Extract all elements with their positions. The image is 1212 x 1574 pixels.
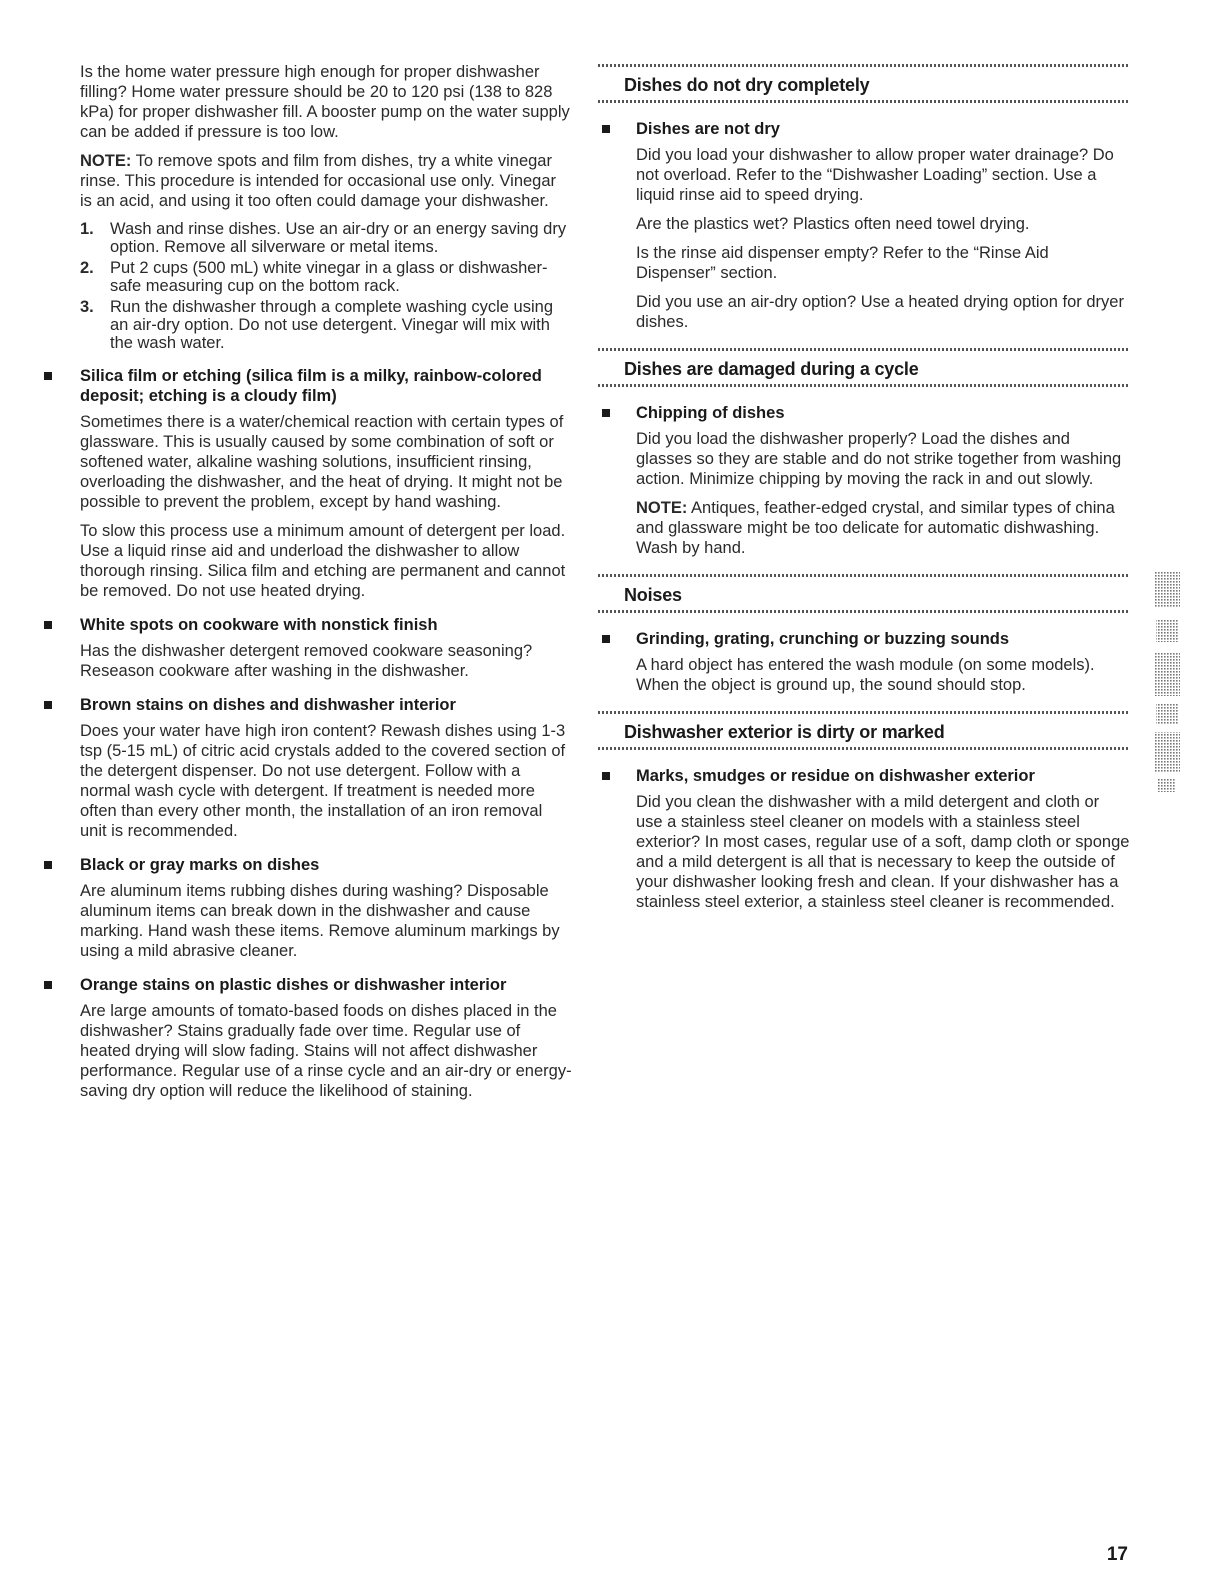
halftone-block (1154, 572, 1180, 608)
section-heading-noises (598, 572, 1130, 615)
bullet-square-icon (44, 701, 52, 709)
step-number: 3. (80, 298, 94, 316)
bullet-square-icon (44, 372, 52, 380)
bullet-square-icon (44, 981, 52, 989)
vinegar-steps-list (80, 220, 572, 352)
silica-film-heading: Silica film or etching (silica film is a milky, rainbow-colored deposit; etching is a cloudy film) (80, 366, 572, 406)
halftone-block (1154, 652, 1180, 696)
halftone-block (1154, 732, 1180, 772)
water-pressure-paragraph: Is the home water pressure high enough for proper dishwasher filling? Home water pressure should be 20 to 120 psi (138 to 828 kPa) for proper dishwasher fill. A booster pump on the water supply can be added if pressure is too low. (80, 63, 570, 141)
section-heading-dry (598, 62, 1130, 105)
bullet-square-icon (44, 621, 52, 629)
orange-stains-paragraph: Are large amounts of tomato-based foods on dishes placed in the dishwasher? Stains gradually fade over time. Regular use of heated drying will slow fading. Stains will not affect dishwasher performance. Regular use of a rinse cycle and an air-dry or energy-saving dry option will reduce the likelihood of staining. (80, 1002, 572, 1100)
noise-body (598, 655, 1130, 695)
note-text: Antiques, feather-edged crystal, and similar types of china and glassware might be too delicate for automatic dishwashing. Wash by hand. (636, 499, 1115, 557)
dotted-rule (598, 711, 1130, 714)
bullet-square-icon (602, 635, 610, 643)
section-title: Dishwasher exterior is dirty or marked (624, 722, 945, 742)
halftone-block (1156, 704, 1178, 724)
white-spots-paragraph: Has the dishwasher detergent removed cookware seasoning? Reseason cookware after washing in the dishwasher. (80, 642, 533, 680)
note-label: NOTE: (80, 152, 132, 170)
step-text: Wash and rinse dishes. Use an air-dry or an energy saving dry option. Remove all silverware or metal items. (110, 220, 567, 256)
white-spots-heading: White spots on cookware with nonstick finish (80, 615, 572, 635)
note-text: To remove spots and film from dishes, try a white vinegar rinse. This procedure is intended for occasional use only. Vinegar is an acid, and using it too often could damage your dishwasher. (80, 152, 557, 210)
section-title: Dishes do not dry completely (624, 75, 870, 95)
note-label: NOTE: (636, 499, 688, 517)
section-title: Noises (624, 585, 682, 605)
halftone-block (1156, 620, 1178, 642)
dotted-rule (598, 384, 1130, 387)
list-item (80, 298, 572, 352)
dotted-rule (598, 348, 1130, 351)
dotted-rule (598, 574, 1130, 577)
chipping-note (636, 498, 1130, 558)
step-text: Run the dishwasher through a complete washing cycle using an air-dry option. Do not use detergent. Vinegar will mix with the wash water. (110, 298, 554, 352)
section-heading-damaged (598, 346, 1130, 389)
bullet-square-icon (602, 772, 610, 780)
halftone-block (1158, 778, 1176, 792)
left-column (80, 62, 572, 1110)
chipping-paragraph: Did you load the dishwasher properly? Load the dishes and glasses so they are stable and do not strike together from washing action. Minimize chipping by moving the rack in and out slowly. (636, 430, 1122, 488)
section-title: Dishes are damaged during a cycle (624, 359, 919, 379)
list-item (80, 259, 572, 295)
vinegar-note (80, 151, 572, 211)
dotted-rule (598, 747, 1130, 750)
brown-stains-heading: Brown stains on dishes and dishwasher interior (80, 695, 572, 715)
black-marks-paragraph: Are aluminum items rubbing dishes during washing? Disposable aluminum items can break down in the dishwasher and cause marking. Hand wash these items. Remove aluminum markings by using a mild abrasive cleaner. (80, 882, 560, 960)
bullet-square-icon (44, 861, 52, 869)
exterior-marks-heading: Marks, smudges or residue on dishwasher exterior (598, 766, 1130, 786)
noise-heading: Grinding, grating, crunching or buzzing sounds (598, 629, 1130, 649)
silica-paragraph-1: Sometimes there is a water/chemical reaction with certain types of glassware. This is usually caused by some combination of soft or softened water, alkaline washing solutions, insufficient rinsing, overloading the dishwasher, and the heat of drying. It might not be possible to prevent the problem, except by hand washing. (80, 413, 564, 511)
side-tab-decoration (1152, 572, 1182, 794)
step-text: Put 2 cups (500 mL) white vinegar in a glass or dishwasher-safe measuring cup on the bottom rack. (110, 259, 548, 295)
page-number: 17 (1106, 1544, 1128, 1565)
step-number: 1. (80, 220, 94, 238)
dishes-not-dry-heading: Dishes are not dry (598, 119, 1130, 139)
brown-stains-paragraph: Does your water have high iron content? Rewash dishes using 1-3 tsp (5-15 mL) of citric acid crystals added to the covered section of the detergent dispenser. Do not use detergent. Follow with a normal wash cycle with detergent. If treatment is needed more often than every other month, the installation of an iron removal unit is recommended. (80, 722, 566, 840)
exterior-body (598, 792, 1130, 912)
dotted-rule (598, 610, 1130, 613)
silica-paragraph-2: To slow this process use a minimum amount of detergent per load. Use a liquid rinse aid and underload the dishwasher to allow thorough rinsing. Silica film and etching are permanent and cannot be removed. Do not use heated drying. (80, 522, 566, 600)
step-number: 2. (80, 259, 94, 277)
black-marks-heading: Black or gray marks on dishes (80, 855, 572, 875)
orange-stains-heading: Orange stains on plastic dishes or dishwasher interior (80, 975, 572, 995)
chipping-body (598, 429, 1130, 558)
dry-paragraph-2: Are the plastics wet? Plastics often need towel drying. (636, 215, 1030, 233)
dry-paragraph-3: Is the rinse aid dispenser empty? Refer to the “Rinse Aid Dispenser” section. (636, 244, 1049, 282)
dotted-rule (598, 64, 1130, 67)
noise-paragraph: A hard object has entered the wash module (on some models). When the object is ground up, the sound should stop. (636, 656, 1095, 694)
right-column (598, 62, 1130, 921)
dotted-rule (598, 100, 1130, 103)
exterior-paragraph: Did you clean the dishwasher with a mild detergent and cloth or use a stainless steel cleaner on models with a stainless steel exterior? In most cases, regular use of a soft, damp cloth or sponge and a mild detergent is all that is necessary to keep the outside of your dishwasher looking fresh and clean. If your dishwasher has a stainless steel exterior, a stainless steel cleaner is recommended. (636, 793, 1130, 911)
section-heading-exterior (598, 709, 1130, 752)
dry-body (598, 145, 1130, 332)
list-item (80, 220, 572, 256)
bullet-square-icon (602, 409, 610, 417)
chipping-heading: Chipping of dishes (598, 403, 1130, 423)
dry-paragraph-4: Did you use an air-dry option? Use a heated drying option for dryer dishes. (636, 293, 1124, 331)
bullet-square-icon (602, 125, 610, 133)
dry-paragraph-1: Did you load your dishwasher to allow proper water drainage? Do not overload. Refer to the “Dishwasher Loading” section. Use a liquid rinse aid to speed drying. (636, 146, 1114, 204)
